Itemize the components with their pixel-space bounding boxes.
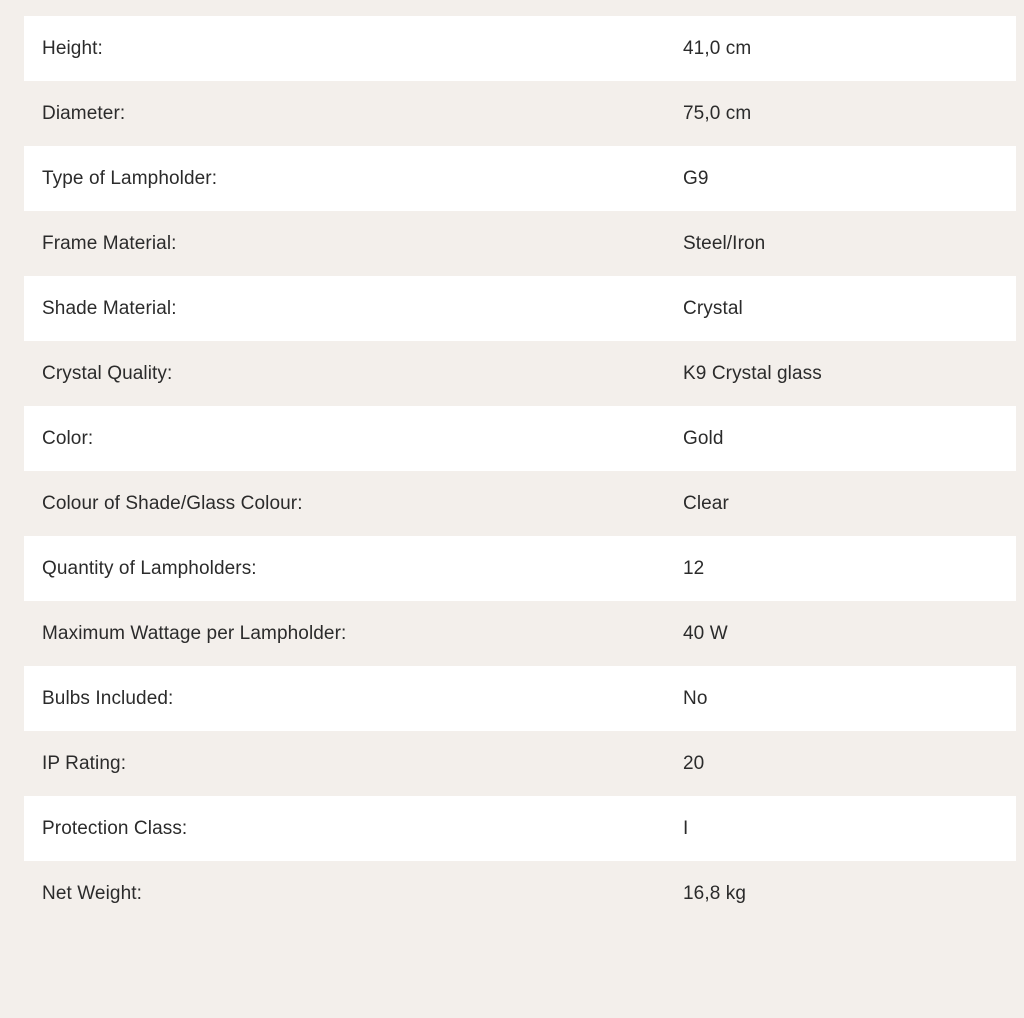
spec-row-shade-colour [24,471,1016,536]
spec-row-shade-material [24,276,1016,341]
spec-value: 16,8 kg [683,882,747,904]
spec-value: G9 [683,167,709,189]
spec-row-net-weight [24,861,1016,926]
spec-row-frame-material [24,211,1016,276]
spec-row-bulbs-included [24,666,1016,731]
spec-value: 40 W [683,622,728,644]
spec-value: Steel/Iron [683,232,766,254]
spec-value: Clear [683,492,729,514]
spec-label: Colour of Shade/Glass Colour: [42,492,303,514]
spec-row-lampholder-quantity [24,536,1016,601]
spec-table [24,16,1016,926]
spec-value: Crystal [683,297,743,319]
spec-value: 12 [683,557,705,579]
spec-label: Net Weight: [42,882,143,904]
spec-row-color [24,406,1016,471]
spec-label: Frame Material: [42,232,177,254]
spec-row-protection-class [24,796,1016,861]
spec-row-diameter [24,81,1016,146]
spec-row-crystal-quality [24,341,1016,406]
spec-row-max-wattage [24,601,1016,666]
spec-row-lampholder-type [24,146,1016,211]
spec-value: I [683,817,689,839]
spec-label: Quantity of Lampholders: [42,557,257,579]
spec-label: Height: [42,37,103,59]
spec-value: 20 [683,752,705,774]
spec-value: Gold [683,427,724,449]
spec-row-height [24,16,1016,81]
spec-value: K9 Crystal glass [683,362,822,384]
spec-label: Protection Class: [42,817,188,839]
spec-value: No [683,687,708,709]
spec-label: Shade Material: [42,297,177,319]
spec-label: Crystal Quality: [42,362,173,384]
spec-label: Maximum Wattage per Lampholder: [42,622,347,644]
spec-row-ip-rating [24,731,1016,796]
spec-value: 75,0 cm [683,102,752,124]
spec-value: 41,0 cm [683,37,752,59]
spec-label: Color: [42,427,94,449]
spec-label: Type of Lampholder: [42,167,218,189]
spec-label: Diameter: [42,102,126,124]
spec-label: IP Rating: [42,752,127,774]
spec-label: Bulbs Included: [42,687,174,709]
